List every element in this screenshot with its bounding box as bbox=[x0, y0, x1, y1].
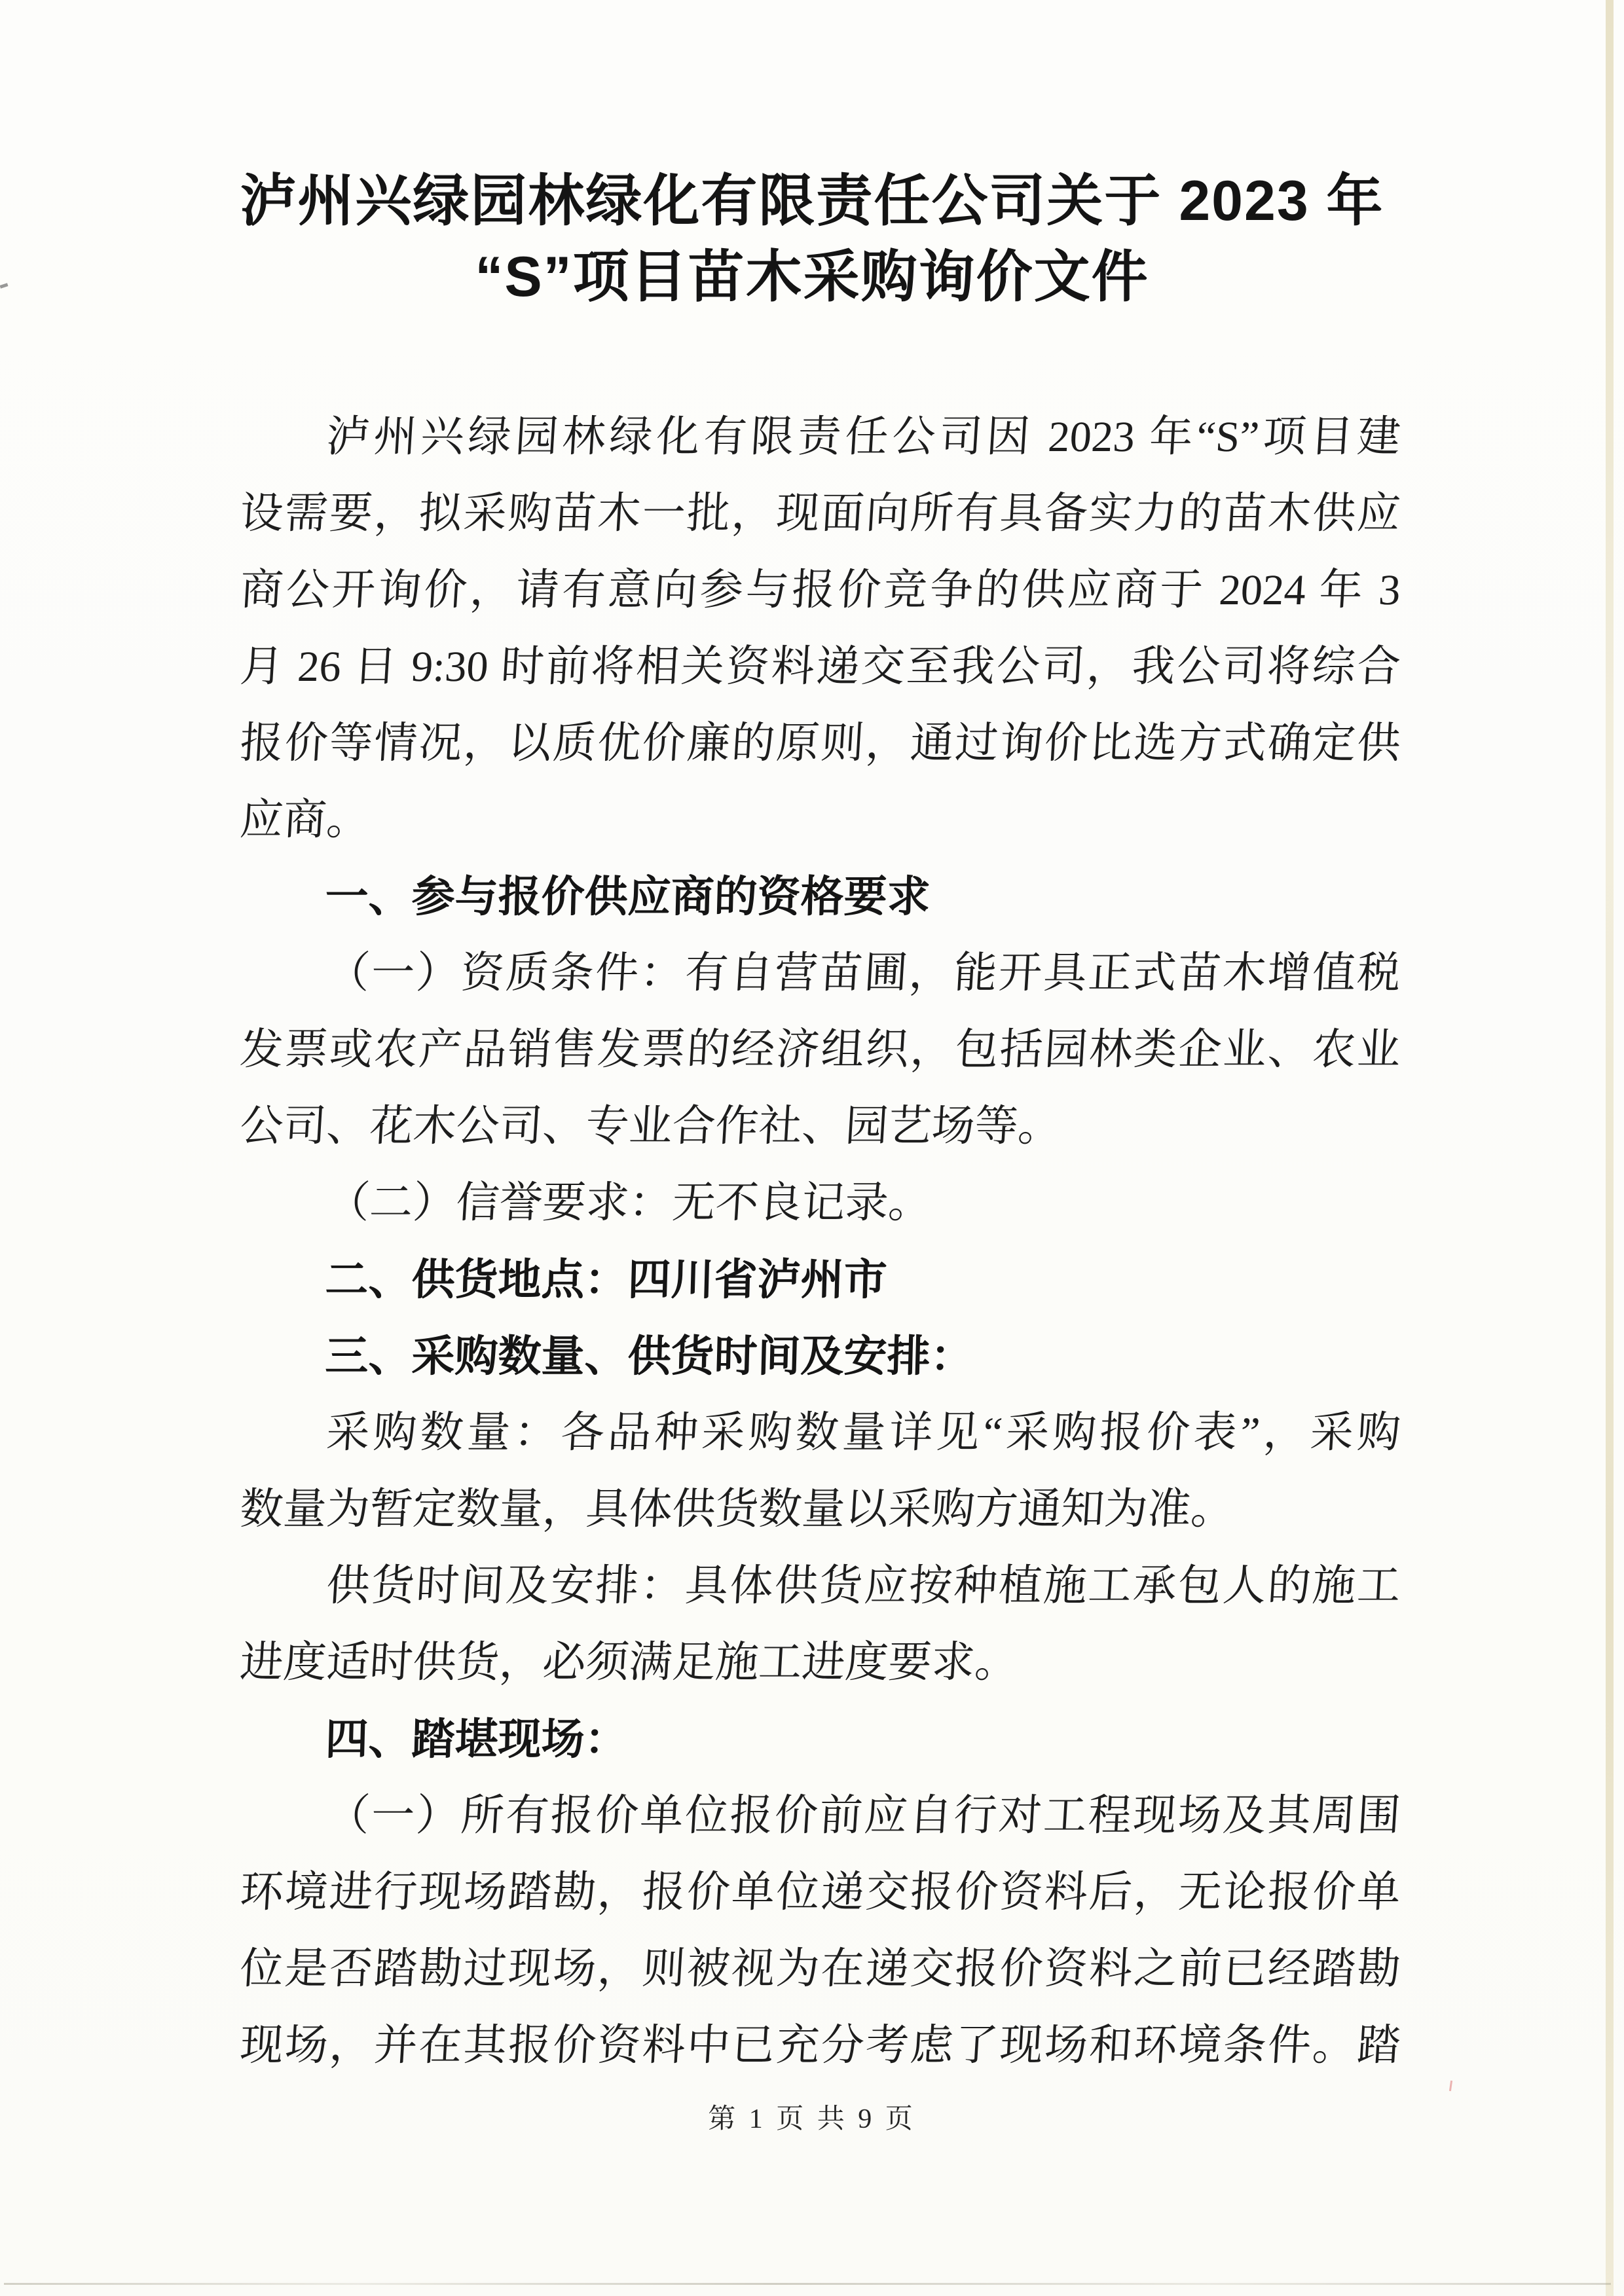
document-body bbox=[238, 399, 1402, 2084]
document-title-line-2: “S”项目苗木采购询价文件 bbox=[475, 246, 1149, 308]
scan-speck-artifact-red bbox=[1449, 2081, 1452, 2091]
body-text-line: 采购数量：各品种采购数量详见“采购报价表”，采购 bbox=[325, 1409, 1402, 1457]
body-text-line: 公司、花木公司、专业合作社、园艺场等。 bbox=[238, 1102, 1063, 1150]
scan-edge-artifact-bottom bbox=[4, 2283, 1611, 2285]
scan-edge-artifact-right bbox=[1606, 0, 1614, 2296]
document-title-line-1: 泸州兴绿园林绿化有限责任公司关于 2023 年 bbox=[240, 170, 1384, 232]
section-heading-line: 二、供货地点：四川省泸州市 bbox=[324, 1255, 888, 1303]
body-text-line: 发票或农产品销售发票的经济组织，包括园林类企业、农业 bbox=[238, 1026, 1402, 1074]
body-text-line: （一）所有报价单位报价前应自行对工程现场及其周围 bbox=[325, 1792, 1402, 1840]
body-text-line: 月 26 日 9:30 时前将相关资料递交至我公司，我公司将综合 bbox=[238, 643, 1402, 691]
body-text-line: 数量为暂定数量，具体供货数量以采购方通知为准。 bbox=[238, 1485, 1236, 1533]
body-text-line: 报价等情况，以质优价廉的原则，通过询价比选方式确定供 bbox=[238, 720, 1402, 767]
document-title bbox=[0, 163, 1624, 315]
body-text-line: 环境进行现场踏勘，报价单位递交报价资料后，无论报价单 bbox=[238, 1868, 1402, 1916]
body-text-line: 泸州兴绿园林绿化有限责任公司因 2023 年“S”项目建 bbox=[325, 413, 1402, 461]
section-heading-line: 一、参与报价供应商的资格要求 bbox=[324, 872, 931, 920]
page-number-footer: 第 1 页 共 9 页 bbox=[708, 2104, 916, 2134]
body-text-line: （二）信誉要求：无不良记录。 bbox=[325, 1179, 933, 1227]
body-text-line: 设需要，拟采购苗木一批，现面向所有具备实力的苗木供应 bbox=[238, 490, 1402, 538]
section-heading-line: 四、踏堪现场： bbox=[324, 1715, 629, 1763]
body-text-line: 现场，并在其报价资料中已充分考虑了现场和环境条件。踏 bbox=[238, 2022, 1402, 2069]
body-text-line: （一）资质条件：有自营苗圃，能开具正式苗木增值税 bbox=[325, 949, 1402, 997]
body-text-line: 应商。 bbox=[238, 796, 371, 844]
body-text-line: 进度适时供货，必须满足施工进度要求。 bbox=[238, 1639, 1020, 1686]
body-text-line: 商公开询价，请有意向参与报价竞争的供应商于 2024 年 3 bbox=[238, 566, 1402, 614]
body-text-line: 位是否踏勘过现场，则被视为在递交报价资料之前已经踏勘 bbox=[238, 1945, 1402, 1993]
body-text-line: 供货时间及安排：具体供货应按种植施工承包人的施工 bbox=[325, 1562, 1402, 1610]
section-heading-line: 三、采购数量、供货时间及安排： bbox=[324, 1332, 974, 1380]
